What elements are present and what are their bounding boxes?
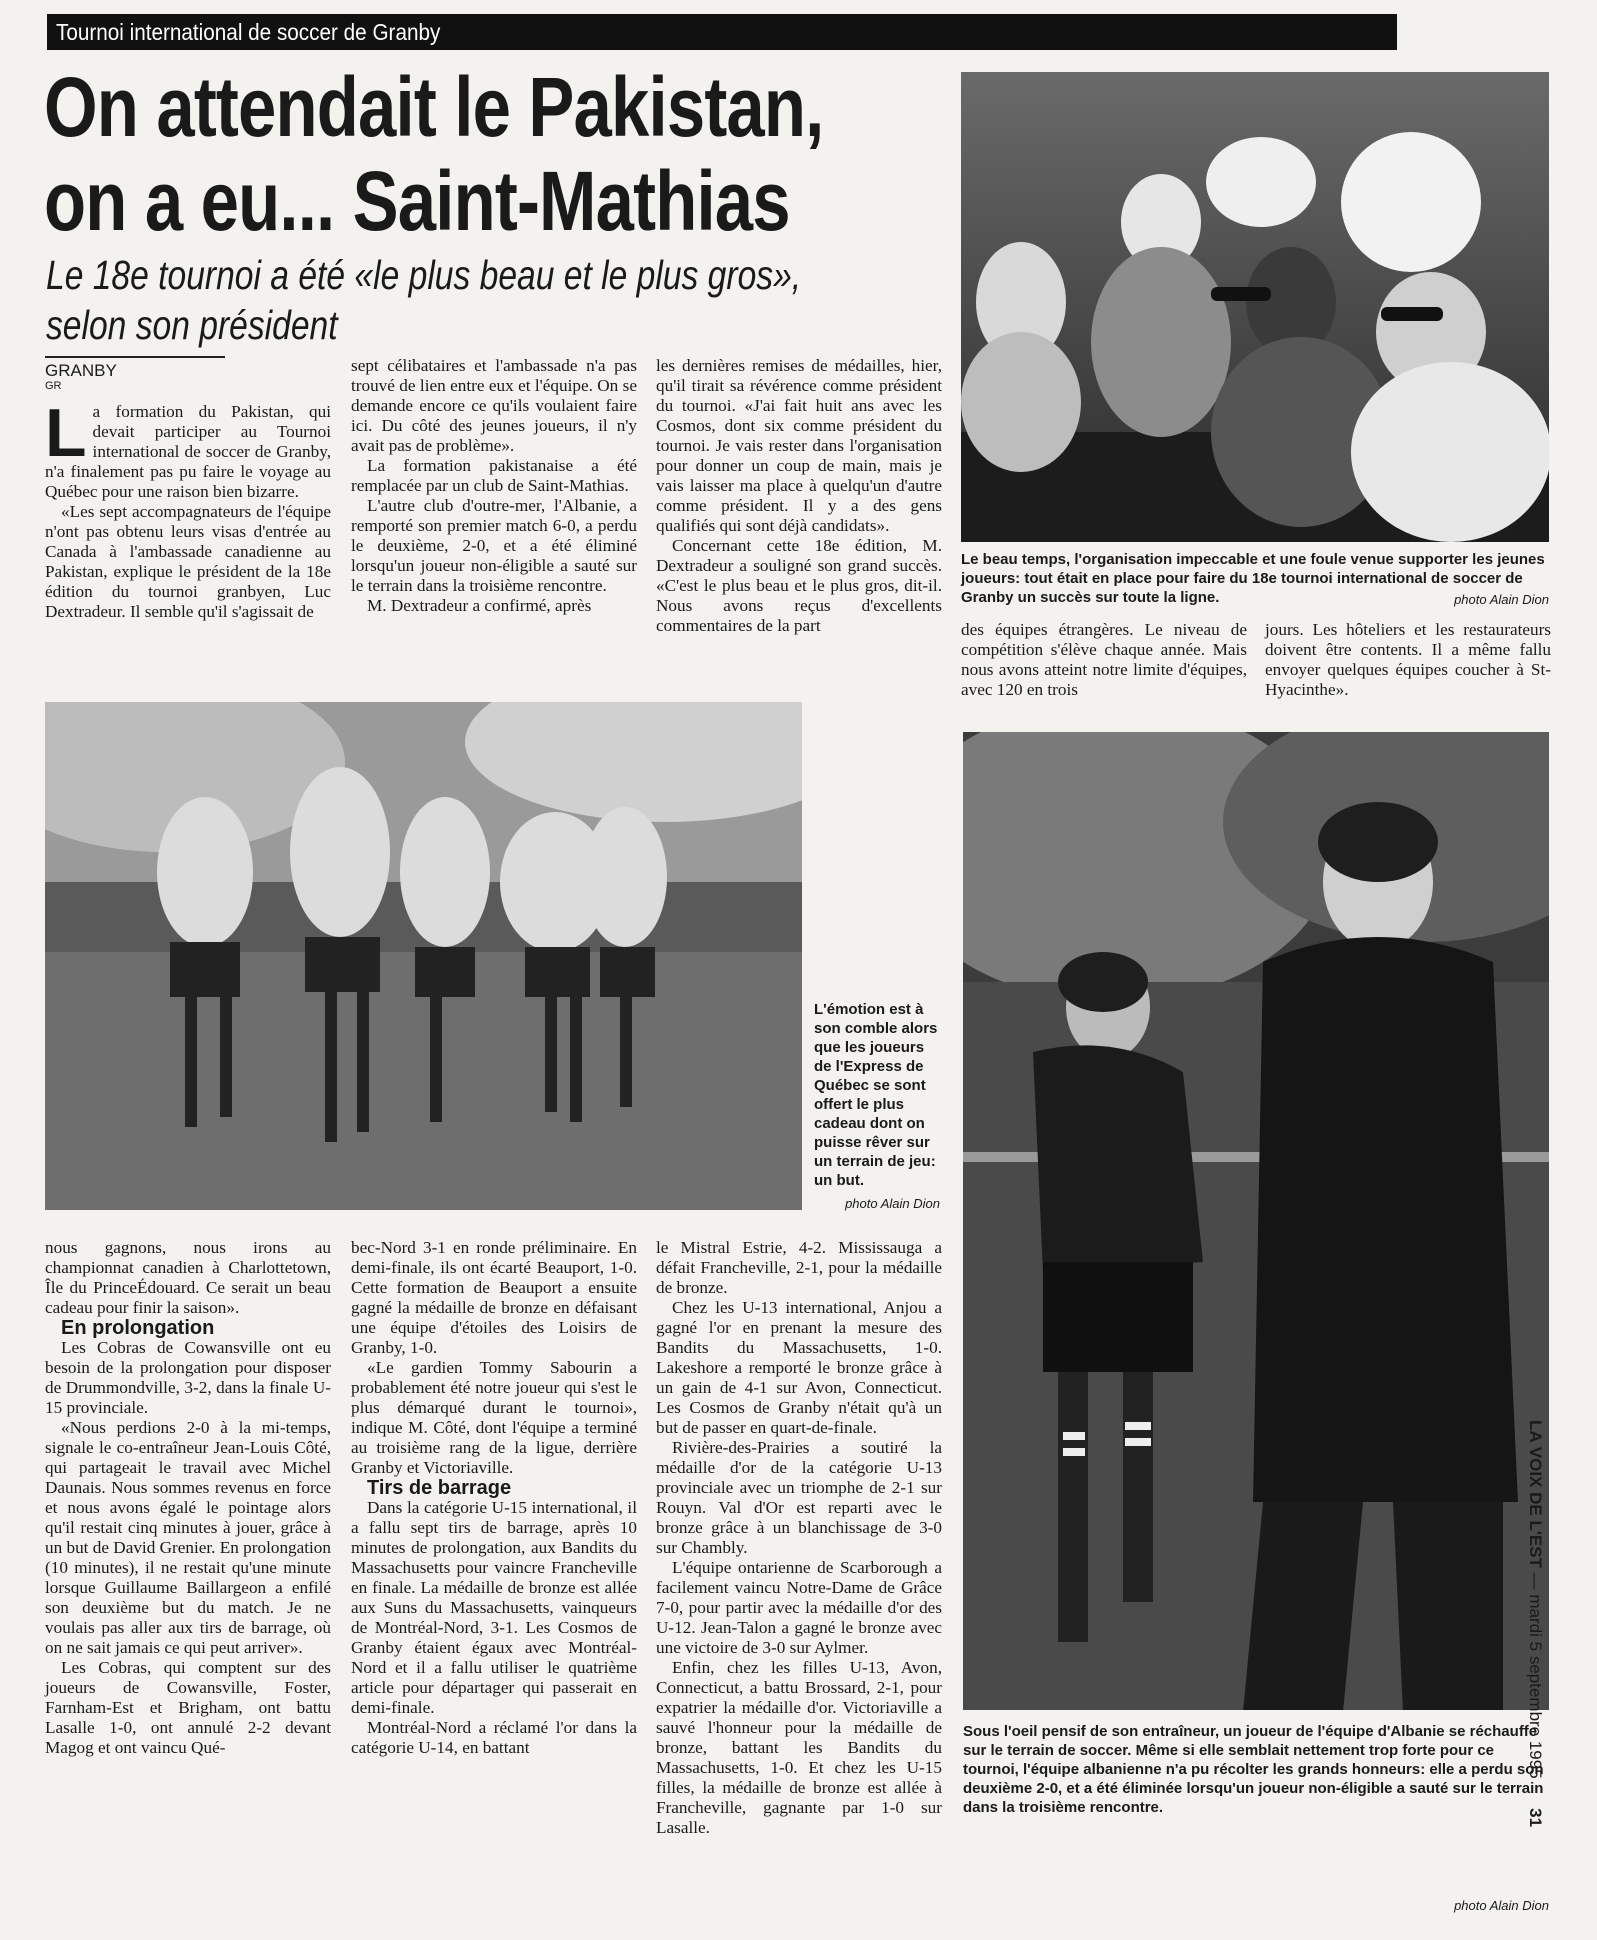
- article-top-col-2: [351, 356, 637, 616]
- drop-cap: L: [45, 395, 87, 471]
- article-top-col-1: [45, 395, 331, 622]
- section-kicker: Tournoi international de soccer de Granby: [47, 14, 1397, 50]
- paragraph: «Le gardien Tommy Sabourin a probablement été notre joueur qui s'est le plus démarqué durant le tournoi», indique M. Côté, dont l'équipe a terminé au troisième rang de la ligue, derrière Granby et Victoriaville.: [351, 1358, 637, 1477]
- paragraph: Les Cobras de Cowansville ont eu besoin de la prolongation pour disposer de Drummondville, 3-2, dans la finale U-15 provinciale.: [45, 1338, 331, 1417]
- photo-players-credit: photo Alain Dion: [845, 1196, 940, 1211]
- subhead-en-prolongation: En prolongation: [61, 1317, 215, 1339]
- page-footer: [1517, 1420, 1545, 1940]
- headline-line-1: On attendait le Pakistan,: [44, 60, 824, 154]
- paragraph: L'équipe ontarienne de Scarborough a facilement vaincu Notre-Dame de Grâce 7-0, pour partir avec la médaille d'or des U-12. Jean-Talon a gagné le bronze avec une victoire de 3-0 sur Aylmer.: [656, 1558, 942, 1657]
- players-image: [45, 702, 802, 1210]
- paragraph: La formation du Pakistan, qui devait participer au Tournoi international de soccer de Granby, n'a finalement pas pu faire le voyage au Québec pour une raison bien bizarre.: [45, 395, 331, 501]
- footer-separator: —: [1526, 1572, 1545, 1590]
- photo-crowd-caption: Le beau temps, l'organisation impeccable et une foule venue supporter les jeunes joueurs: tout était en place pour faire du 18e tournoi international de soccer de Granby un succès sur toute la ligne.: [961, 551, 1545, 606]
- deck-line-1: Le 18e tournoi a été «le plus beau et le plus gros»,: [46, 252, 802, 298]
- paragraph: sept célibataires et l'ambassade n'a pas trouvé de lien entre eux et l'équipe. On se demande encore ce qu'ils voulaient faire ici. Du côté des jeunes joueurs, il n'y avait pas de problème».: [351, 356, 637, 455]
- paragraph: Rivière-des-Prairies a soutiré la médaille d'or de la catégorie U-13 provinciale avec un triomphe de 2-1 sur Rouyn. Val d'Or est reparti avec le bronze grâce à un blanchissage de 3-0 sur Chambly.: [656, 1438, 942, 1557]
- paragraph: M. Dextradeur a confirmé, après: [367, 596, 592, 615]
- publication-name: LA VOIX DE L'EST: [1526, 1420, 1545, 1568]
- paragraph: Dans la catégorie U-15 international, il a fallu sept tirs de barrage, après 10 minutes de prolongation, aux Bandits du Massachusetts pour vaincre Francheville en finale. La médaille de bronze est allée aux Suns du Massachusetts, vainqueurs de Montréal-Nord, 3-1. Les Cosmos de Granby étaient égaux avec Montréal-Nord et il a fallu utiliser le quatrième article pour départager qui passerait en demi-finale.: [351, 1498, 637, 1717]
- photo-players: [45, 702, 802, 1210]
- paragraph: «Les sept accompagnateurs de l'équipe n'ont pas obtenu leurs visas d'entrée au Canada à l'ambassade canadienne au Pakistan, explique le président de la 18e édition du tournoi granbyen, Luc Dextradeur. Il semble qu'il s'agissait de: [45, 502, 331, 621]
- subhead-tirs-de-barrage: Tirs de barrage: [367, 1477, 512, 1499]
- coach-image: [963, 732, 1549, 1710]
- photo-coach: [963, 732, 1549, 1710]
- article-bottom-col-2: [351, 1238, 637, 1758]
- article-top-col-4: [961, 620, 1247, 700]
- deck-line-2: selon son président: [46, 302, 338, 348]
- byline: GR: [45, 380, 62, 392]
- photo-coach-credit: photo Alain Dion: [1454, 1898, 1549, 1913]
- article-top-col-3: [656, 356, 942, 636]
- paragraph: Enfin, chez les filles U-13, Avon, Connecticut, a battu Brossard, 2-1, pour expatrier la médaille d'or. Victoriaville a sauvé l'honneur pour la médaille de bronze, battant les Bandits du Massachusetts, 1-0. Et chez les U-15 filles, la médaille de bronze est allée à Francheville, gagnante par 1-0 sur Lasalle.: [656, 1658, 942, 1837]
- crowd-image: [961, 72, 1549, 542]
- page-number: 31: [1526, 1808, 1545, 1828]
- paragraph: jours. Les hôteliers et les restaurateurs doivent être contents. Il a même fallu envoyer quelques équipes coucher à St-Hyacinthe».: [1265, 620, 1551, 699]
- deck-subtitle: [46, 250, 948, 350]
- paragraph: Concernant cette 18e édition, M. Dextradeur a souligné son grand succès. «C'est le plus beau et le plus gros, dit-il. Nous avons reçus d'excellents commentaires de la part: [656, 536, 942, 635]
- paragraph: La formation pakistanaise a été remplacée par un club de Saint-Mathias.: [351, 456, 637, 495]
- photo-coach-caption: Sous l'oeil pensif de son entraîneur, un joueur de l'équipe d'Albanie se réchauffe sur le terrain de soccer. Même si elle semblait nettement trop forte pour ce tournoi, l'équipe albanienne n'a pu récolter les grands honneurs: elle a perdu son deuxième 2-0, et a été éliminée lorsqu'un joueur non-éligible a sauté sur le terrain dans la troisième rencontre.: [963, 1723, 1544, 1816]
- paragraph: bec-Nord 3-1 en ronde préliminaire. En demi-finale, ils ont écarté Beauport, 1-0. Cette formation de Beauport a ensuite gagné la médaille de bronze en défaisant une équipe d'étoiles des Loisirs de Granby, 1-0.: [351, 1238, 637, 1357]
- paragraph: les dernières remises de médailles, hier, qu'il tirait sa révérence comme président du tournoi. «J'ai fait huit ans avec les Cosmos, dont six comme président du tournoi. Je vais rester dans l'organisation pour donner un coup de main, mais je vais laisser ma place à quelqu'un d'autre comme président. Il y a des gens qualifiés qui sont déjà candidats».: [656, 356, 942, 535]
- headline: [44, 60, 913, 248]
- article-top-col-5: [1265, 620, 1551, 700]
- dateline: GRANBY: [45, 361, 117, 380]
- paragraph: Montréal-Nord a réclamé l'or dans la catégorie U-14, en battant: [351, 1718, 637, 1757]
- paragraph: Chez les U-13 international, Anjou a gagné l'or en prenant la mesure des Bandits du Massachusetts, 1-0. Lakeshore a remporté le bronze grâce à un gain de 4-1 sur Avon, Connecticut. Les Cosmos de Granby n'était qu'à un but de passer en quart-de-finale.: [656, 1298, 942, 1437]
- paragraph: le Mistral Estrie, 4-2. Mississauga a défait Francheville, 2-1, pour la médaille de bronze.: [656, 1238, 942, 1297]
- publication-date: mardi 5 septembre 1995: [1526, 1594, 1545, 1779]
- dateline-rule: [45, 356, 225, 358]
- article-bottom-col-3: [656, 1238, 942, 1838]
- paragraph: L'autre club d'outre-mer, l'Albanie, a remporté son premier match 6-0, a perdu le deuxième, 2-0, et a été éliminé lorsqu'un joueur non-éligible a sauté sur le terrain dans la troisième rencontre.: [351, 496, 637, 595]
- paragraph: nous gagnons, nous irons au championnat canadien à Charlottetown, Île du PrinceÉdouard. Ce serait un beau cadeau pour finir la saison».: [45, 1238, 331, 1317]
- paragraph: Les Cobras, qui comptent sur des joueurs de Cowansville, Foster, Farnham-Est et Brigham, ont battu Lasalle 1-0, ont annulé 2-2 devant Magog et ont vaincu Qué-: [45, 1658, 331, 1757]
- photo-players-caption: L'émotion est à son comble alors que les joueurs de l'Express de Québec se sont offert le plus cadeau dont on puisse rêver sur un terrain de jeu: un but.: [814, 1001, 938, 1189]
- paragraph: des équipes étrangères. Le niveau de compétition s'élève chaque année. Mais nous avons atteint notre limite d'équipes, avec 120 en trois: [961, 620, 1247, 699]
- photo-crowd-credit: photo Alain Dion: [1454, 592, 1549, 607]
- article-bottom-col-1: [45, 1238, 331, 1758]
- photo-crowd: [961, 72, 1549, 542]
- headline-line-2: on a eu... Saint-Mathias: [44, 154, 790, 248]
- paragraph: «Nous perdions 2-0 à la mi-temps, signale le co-entraîneur Jean-Louis Côté, qui partageait le travail avec Michel Daunais. Nous sommes revenus en force et nous avons égalé le pointage alors qu'il restait cinq minutes à jouer, grâce à un but de David Grenier. En prolongation (10 minutes), il ne restait qu'une minute lorsque Guillaume Baillargeon a enfilé son deuxième but du match. Je ne voulais pas aller aux tirs de barrage, où on ne sait jamais ce qui peut arriver».: [45, 1418, 331, 1657]
